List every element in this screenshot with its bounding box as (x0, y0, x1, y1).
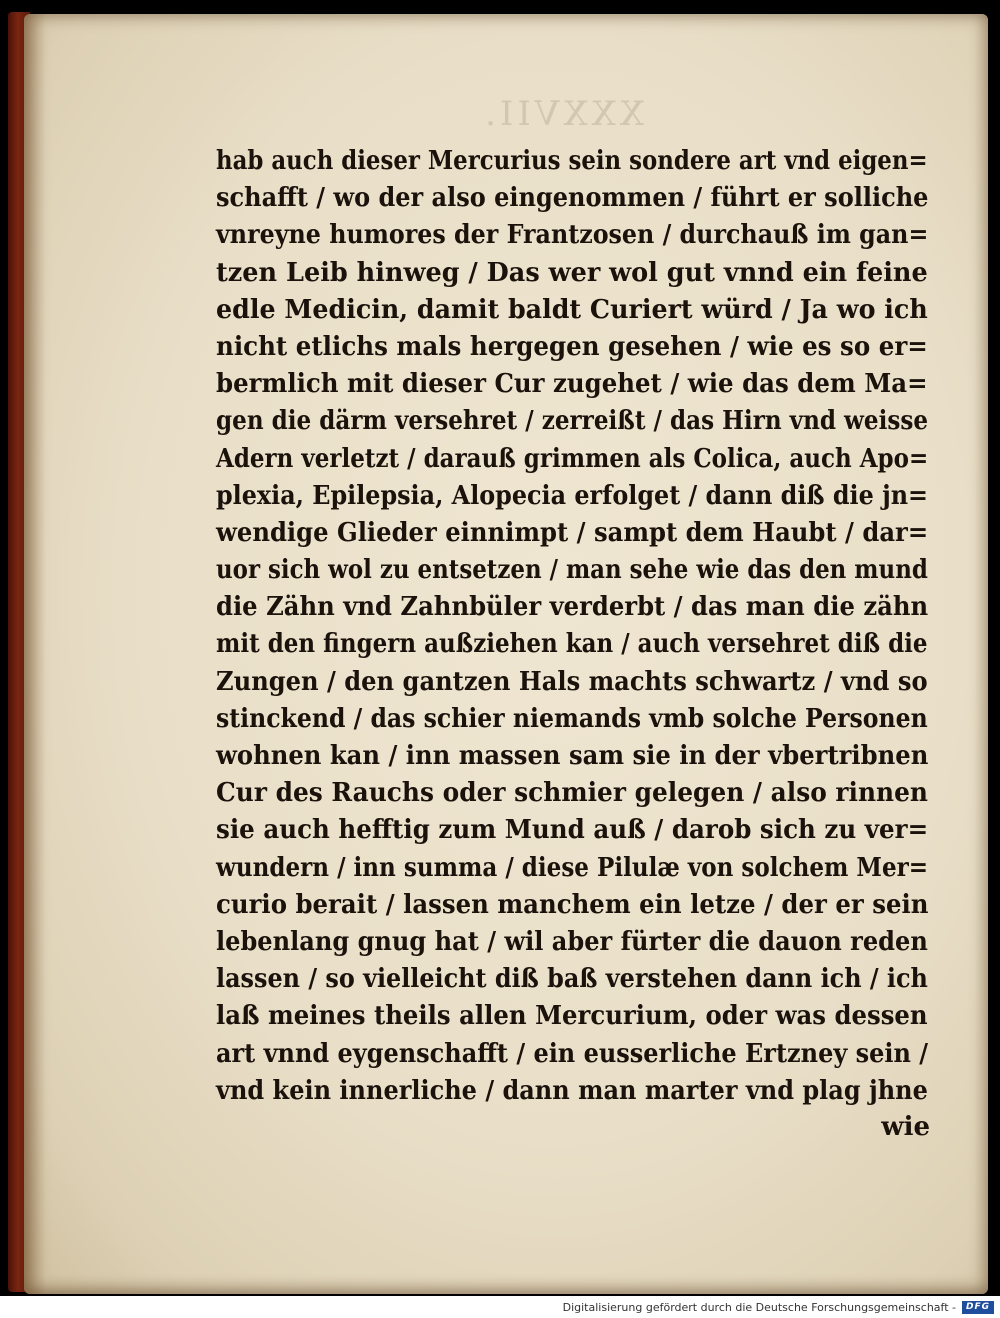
digitization-footer (0, 1296, 1000, 1318)
text-line: uor sich wol zu entsetzen / man sehe wie das den mund (216, 555, 928, 586)
text-line: lebenlang gnug hat / wil aber fürter die dauon reden (216, 926, 928, 957)
text-line: wohnen kan / inn massen sam sie in der vbertribnen (216, 741, 929, 771)
text-line: tzen Leib hinweg / Das wer wol gut vnnd ein feine (216, 257, 928, 288)
text-line: wundern / inn summa / diese Pilulæ von solchem Mer= (216, 852, 929, 883)
text-line: Cur des Rauchs oder schmier gelegen / also rinnen (216, 778, 928, 809)
text-line: art vnnd eygenschafft / ein eusserliche Ertzney sein / (216, 1038, 929, 1069)
text-line: die Zähn vnd Zahnbüler verderbt / das man die zähn (216, 592, 929, 623)
text-line: nicht etlichs mals hergegen gesehen / wie es so er= (216, 331, 928, 362)
text-line: stinckend / das schier niemands vmb solche Personen (216, 703, 928, 734)
text-line: gen die därm versehret / zerreißt / das Hirn vnd weisse (216, 406, 929, 437)
text-line: vnd kein innerliche / dann man marter vnd plag jhne (216, 1075, 928, 1106)
text-line: schafft / wo der also eingenommen / führt er solliche (216, 183, 929, 214)
text-line: vnreyne humores der Frantzosen / durchauß im gan= (216, 220, 929, 251)
text-line: hab auch dieser Mercurius sein sondere art vnd eigen= (216, 146, 928, 176)
folio-bleedthrough: XXXVII. (481, 94, 644, 134)
text-line: bermlich mit dieser Cur zugehet / wie das dem Ma= (216, 369, 928, 400)
text-line: lassen / so vielleicht diß baß verstehen dann ich / ich (216, 964, 928, 995)
text-line: mit den fingern außziehen kan / auch versehret diß die (216, 629, 928, 660)
text-line: plexia, Epilepsia, Alopecia erfolget / dann diß die jn= (216, 480, 929, 511)
dfg-logo-icon: DFG (962, 1301, 994, 1314)
funding-credit: Digitalisierung gefördert durch die Deutsche Forschungsgemeinschaft - (562, 1300, 956, 1314)
text-line: sie auch hefftig zum Mund auß / darob sich zu ver= (216, 815, 929, 846)
page-text-block (216, 143, 928, 1110)
text-line: wendige Glieder einnimpt / sampt dem Haubt / dar= (216, 517, 929, 548)
text-line: Zungen / den gantzen Hals machts schwartz / vnd so (216, 666, 928, 697)
text-line: laß meines theils allen Mercurium, oder was dessen (216, 1001, 928, 1032)
text-line: edle Medicin, damit baldt Curiert würd / Ja wo ich (216, 294, 928, 325)
text-line: curio berait / lassen manchem ein letze / der er sein (216, 889, 929, 920)
catchword: wie (881, 1112, 930, 1142)
text-line: Adern verletzt / darauß grimmen als Colica, auch Apo= (216, 443, 929, 474)
